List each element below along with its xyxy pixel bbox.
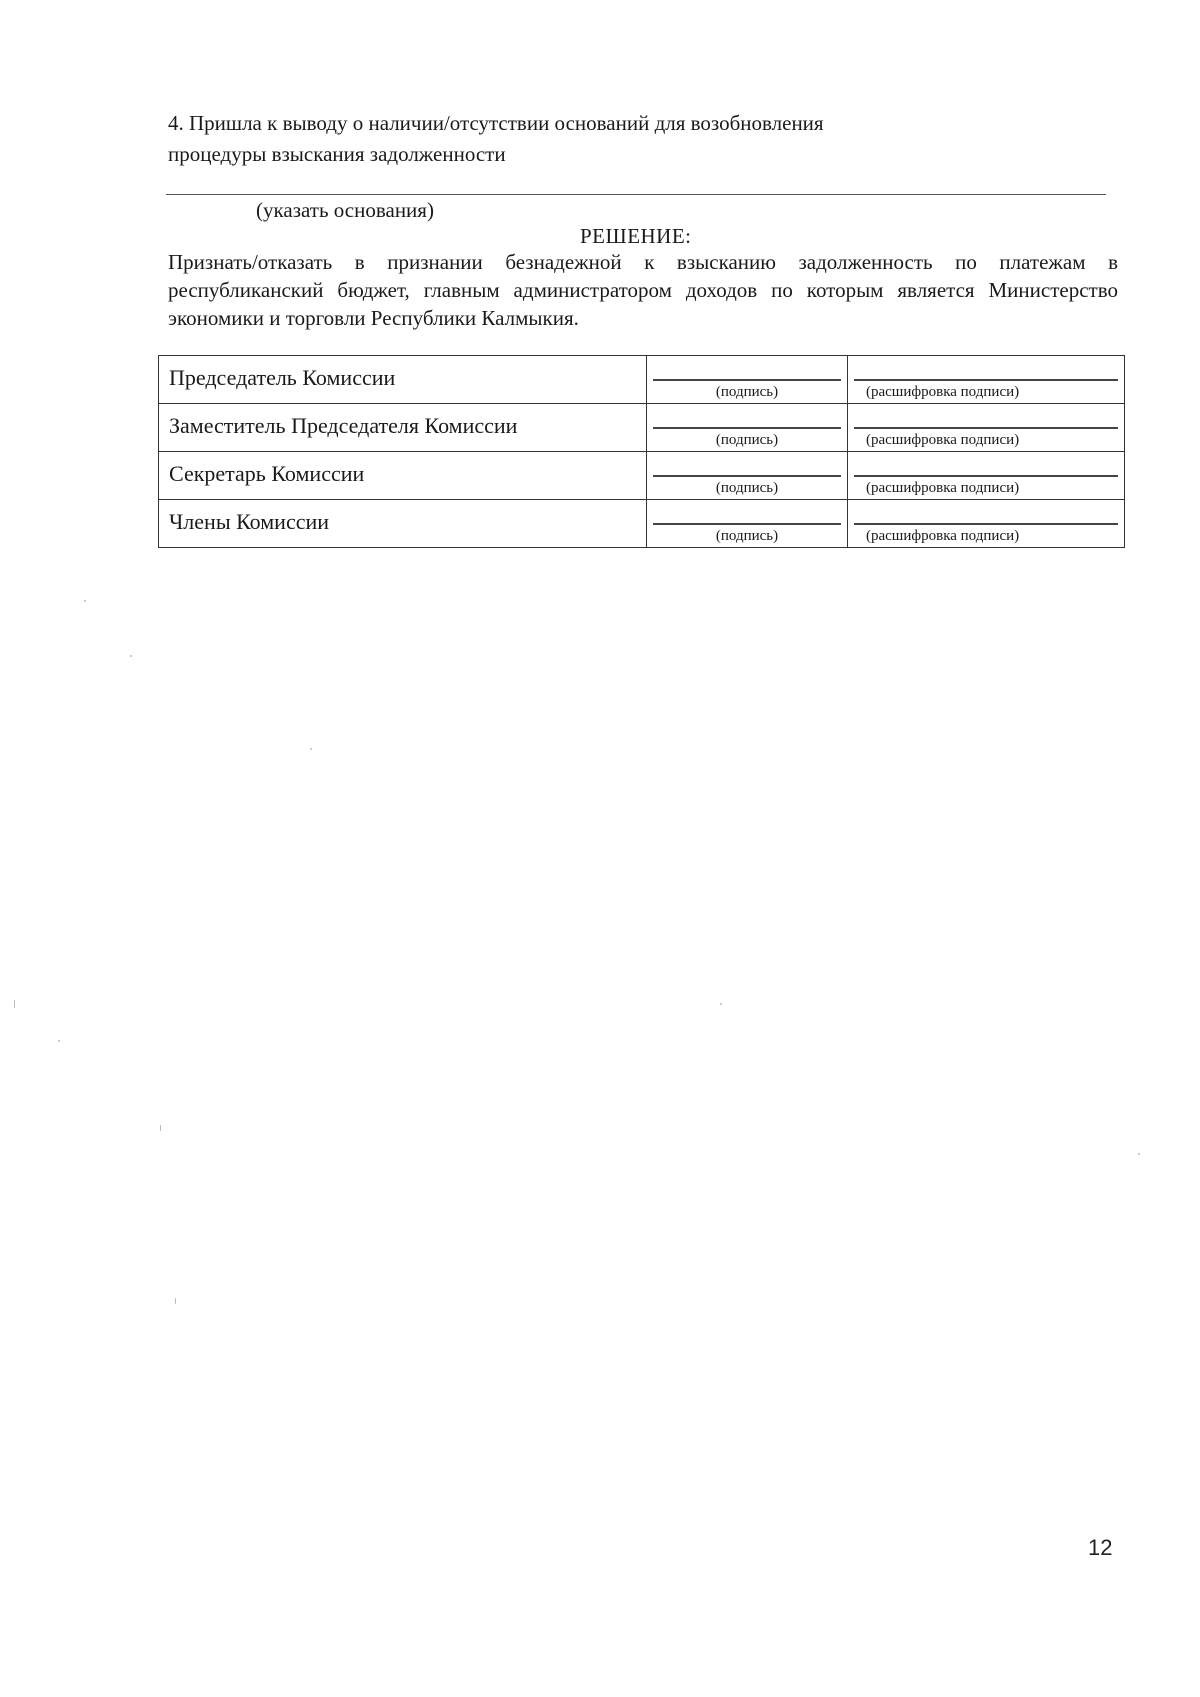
role-cell: Председатель Комиссии [159, 356, 647, 404]
role-cell: Заместитель Председателя Комиссии [159, 404, 647, 452]
decoding-cell [848, 452, 1125, 500]
table-row [159, 356, 1125, 404]
signature-cell [647, 452, 848, 500]
decoding-line [854, 427, 1118, 429]
decision-title: РЕШЕНИЕ: [580, 224, 692, 248]
decoding-line [854, 379, 1118, 381]
table-row [159, 452, 1125, 500]
decoding-caption: (расшифровка подписи) [866, 480, 1020, 496]
scan-speck [58, 1040, 60, 1042]
decoding-caption: (расшифровка подписи) [866, 432, 1020, 448]
signature-line [653, 427, 841, 429]
grounds-caption: (указать основания) [256, 198, 434, 222]
table-row [159, 404, 1125, 452]
signature-line [653, 523, 841, 525]
scan-speck [720, 1003, 722, 1005]
role-cell: Секретарь Комиссии [159, 452, 647, 500]
page-number: 12 [1088, 1535, 1113, 1560]
grounds-fill-line [166, 194, 1106, 195]
decoding-line [854, 523, 1118, 525]
scan-speck [84, 600, 86, 602]
signature-cell [647, 356, 848, 404]
decoding-cell [848, 404, 1125, 452]
scan-speck [310, 748, 312, 750]
scan-speck [175, 1298, 176, 1304]
scan-speck [1138, 1153, 1140, 1155]
scan-speck [130, 655, 132, 657]
signature-caption: (подпись) [715, 480, 779, 496]
paragraph-4-line-1: 4. Пришла к выводу о наличии/отсутствии оснований для возобновления [168, 111, 824, 135]
signature-line [653, 379, 841, 381]
signature-caption: (подпись) [715, 384, 779, 400]
signature-cell [647, 500, 848, 548]
signature-line [653, 475, 841, 477]
role-cell: Члены Комиссии [159, 500, 647, 548]
paragraph-4-line-2: процедуры взыскания задолженности [168, 142, 506, 166]
scan-speck [14, 1000, 15, 1008]
decoding-caption: (расшифровка подписи) [866, 384, 1020, 400]
signature-table [158, 355, 1125, 548]
table-row [159, 500, 1125, 548]
signature-caption: (подпись) [715, 432, 779, 448]
decoding-cell [848, 500, 1125, 548]
decision-body: Признать/отказать в признании безнадежной к взысканию задолженность по платежам в республиканский бюджет, главным администратором доходов по которым является Министерство экономики и торговли Республики Калмыкия. [168, 250, 1118, 330]
decoding-caption: (расшифровка подписи) [866, 528, 1020, 544]
decoding-cell [848, 356, 1125, 404]
decoding-line [854, 475, 1118, 477]
signature-cell [647, 404, 848, 452]
scan-speck [160, 1125, 161, 1131]
signature-caption: (подпись) [715, 528, 779, 544]
paragraph-4 [168, 108, 988, 170]
